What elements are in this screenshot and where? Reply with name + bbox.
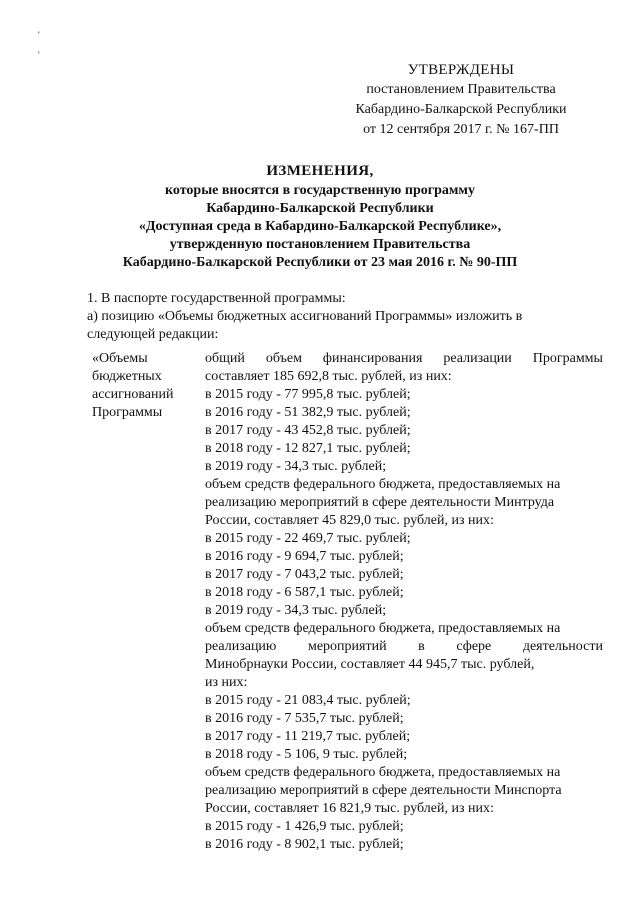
approval-line: постановлением Правительства [366,82,556,97]
title-heading: ИЗМЕНЕНИЯ, [266,163,374,179]
approval-heading: УТВЕРЖДЕНЫ [407,62,515,78]
word: объем [265,351,302,366]
table-right-line: из них: [205,675,248,690]
approval-date: от 12 сентября 2017 г. № 167-ПП [363,122,559,137]
word: сфере [456,639,492,654]
table-left-line: Программы [92,405,163,420]
table-right-line: Минобрнауки России, составляет 44 945,7 тыс. рублей, [205,657,535,672]
table-right-line: объем средств федерального бюджета, предоставляемых на [205,765,561,780]
table-right-line: объем средств федерального бюджета, предоставляемых на [205,477,561,492]
table-left-line: «Объемы [92,351,148,366]
table-right-line [205,350,603,368]
title-line: Кабардино-Балкарской Республики [206,201,434,216]
paragraph-1: 1. В паспорте государственной программы: [87,291,346,306]
table-right-line: России, составляет 45 829,0 тыс. рублей, из них: [205,513,494,528]
table-right-line: России, составляет 16 821,9 тыс. рублей, из них: [205,801,494,816]
word: общий [205,351,245,366]
table-right-line: в 2016 году - 7 535,7 тыс. рублей; [205,711,404,726]
word: реализацию [205,639,277,654]
document-title [60,162,580,272]
word: реализации [443,351,512,366]
word: в [418,639,425,654]
margin-mark: ' [38,50,40,60]
table-right-line: составляет 185 692,8 тыс. рублей, из них: [205,369,452,384]
word: деятельности [522,639,603,654]
word: мероприятий [307,639,387,654]
paragraph-2: а) позицию «Объемы бюджетных ассигнований Программы» изложить в [87,309,523,324]
table-left-line: ассигнований [92,387,174,402]
table-right-line: в 2016 году - 9 694,7 тыс. рублей; [205,549,404,564]
table-right-line: в 2015 году - 22 469,7 тыс. рублей; [205,531,411,546]
table-right-line: в 2017 году - 43 452,8 тыс. рублей; [205,423,411,438]
table-right-line: реализацию мероприятий в сфере деятельности Минспорта [205,783,562,798]
table-left-line: бюджетных [92,369,162,384]
table-right-line: в 2019 году - 34,3 тыс. рублей; [205,459,387,474]
approval-line: Кабардино-Балкарской Республики [355,102,567,117]
table-right-column [205,350,603,854]
table-right-line: в 2016 году - 8 902,1 тыс. рублей; [205,837,404,852]
table-right-line: в 2015 году - 1 426,9 тыс. рублей; [205,819,404,834]
paragraph-2-continuation: следующей редакции: [87,327,219,342]
table-right-line: в 2019 году - 34,3 тыс. рублей; [205,603,387,618]
table-right-line: в 2017 году - 11 219,7 тыс. рублей; [205,729,411,744]
title-line: которые вносятся в государственную программу [165,183,475,198]
table-right-line: в 2018 году - 5 106, 9 тыс. рублей; [205,747,408,762]
table-right-line: в 2015 году - 21 083,4 тыс. рублей; [205,693,411,708]
table-right-line: реализацию мероприятий в сфере деятельности Минтруда [205,495,555,510]
title-line: утвержденную постановлением Правительства [169,237,471,252]
table-right-line: объем средств федерального бюджета, предоставляемых на [205,621,561,636]
table-right-line: в 2017 году - 7 043,2 тыс. рублей; [205,567,404,582]
table-left-column [92,350,202,422]
table-right-line: в 2018 году - 12 827,1 тыс. рублей; [205,441,411,456]
approval-block [330,60,592,140]
table-right-line: в 2015 году - 77 995,8 тыс. рублей; [205,387,411,402]
margin-mark: ' [38,30,40,40]
title-line: «Доступная среда в Кабардино-Балкарской Республике», [138,219,502,234]
table-right-line [205,638,603,656]
table-right-line: в 2018 году - 6 587,1 тыс. рублей; [205,585,404,600]
word: финансирования [322,351,423,366]
word: Программы [532,351,603,366]
title-line: Кабардино-Балкарской Республики от 23 мая 2016 г. № 90-ПП [122,255,518,270]
table-right-line: в 2016 году - 51 382,9 тыс. рублей; [205,405,411,420]
